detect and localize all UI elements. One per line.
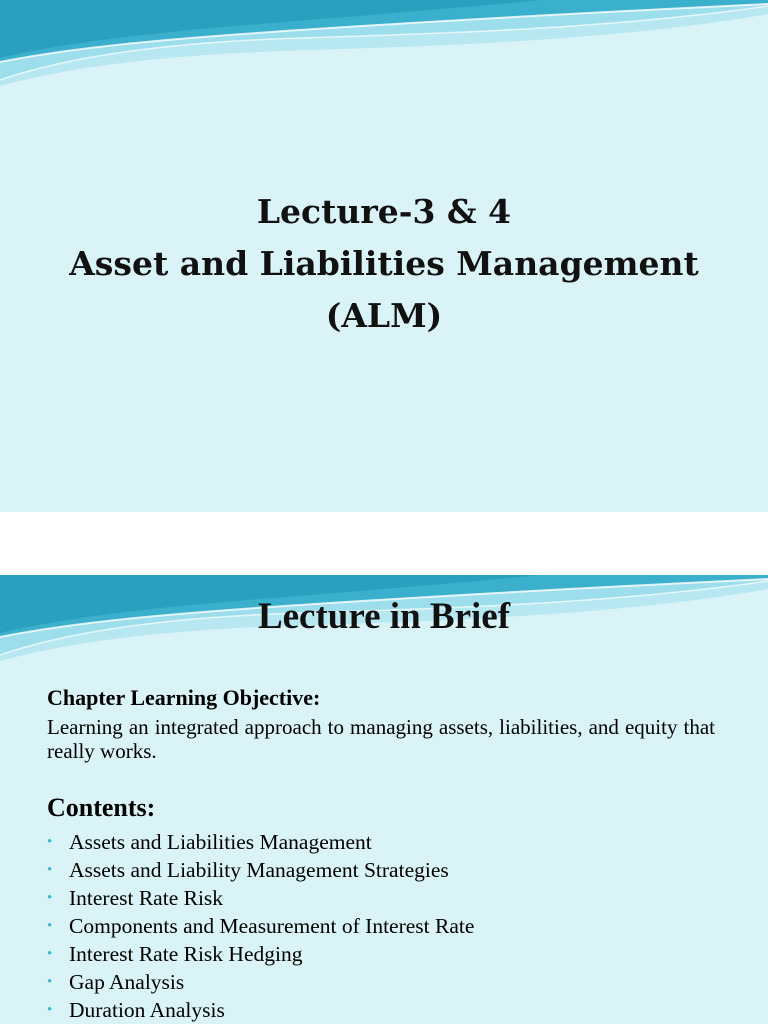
list-item: • Assets and Liabilities Management	[47, 830, 372, 854]
bullet-icon: •	[47, 862, 53, 878]
contents-heading: Contents:	[47, 793, 156, 822]
objective-text: Learning an integrated approach to managing assets, liabilities, and equity that really works.	[47, 715, 715, 763]
contents-list	[47, 828, 474, 1024]
title-line-1: Lecture-3 & 4	[256, 192, 512, 231]
list-item: • Assets and Liability Management Strategies	[47, 858, 449, 882]
slide-2	[0, 575, 768, 1024]
bullet-icon: •	[47, 946, 53, 962]
title-line-3: (ALM)	[325, 296, 443, 335]
list-item: • Components and Measurement of Interest Rate	[47, 914, 475, 938]
bullet-icon: •	[47, 974, 53, 990]
list-item: • Duration Analysis	[47, 998, 225, 1022]
bullet-icon: •	[47, 918, 53, 934]
objective-heading: Chapter Learning Objective:	[47, 685, 321, 710]
list-item: • Interest Rate Risk	[47, 886, 224, 910]
list-item: • Interest Rate Risk Hedging	[47, 942, 303, 966]
slide-title: Lecture in Brief	[257, 596, 511, 637]
title-line-2: Asset and Liabilities Management	[69, 244, 699, 283]
bullet-icon: •	[47, 834, 53, 850]
slide-title	[0, 186, 768, 342]
bullet-icon: •	[47, 1002, 53, 1018]
slide-gap	[0, 512, 768, 575]
wave-header-decoration	[0, 0, 768, 95]
bullet-icon: •	[47, 890, 53, 906]
list-item: • Gap Analysis	[47, 970, 185, 994]
